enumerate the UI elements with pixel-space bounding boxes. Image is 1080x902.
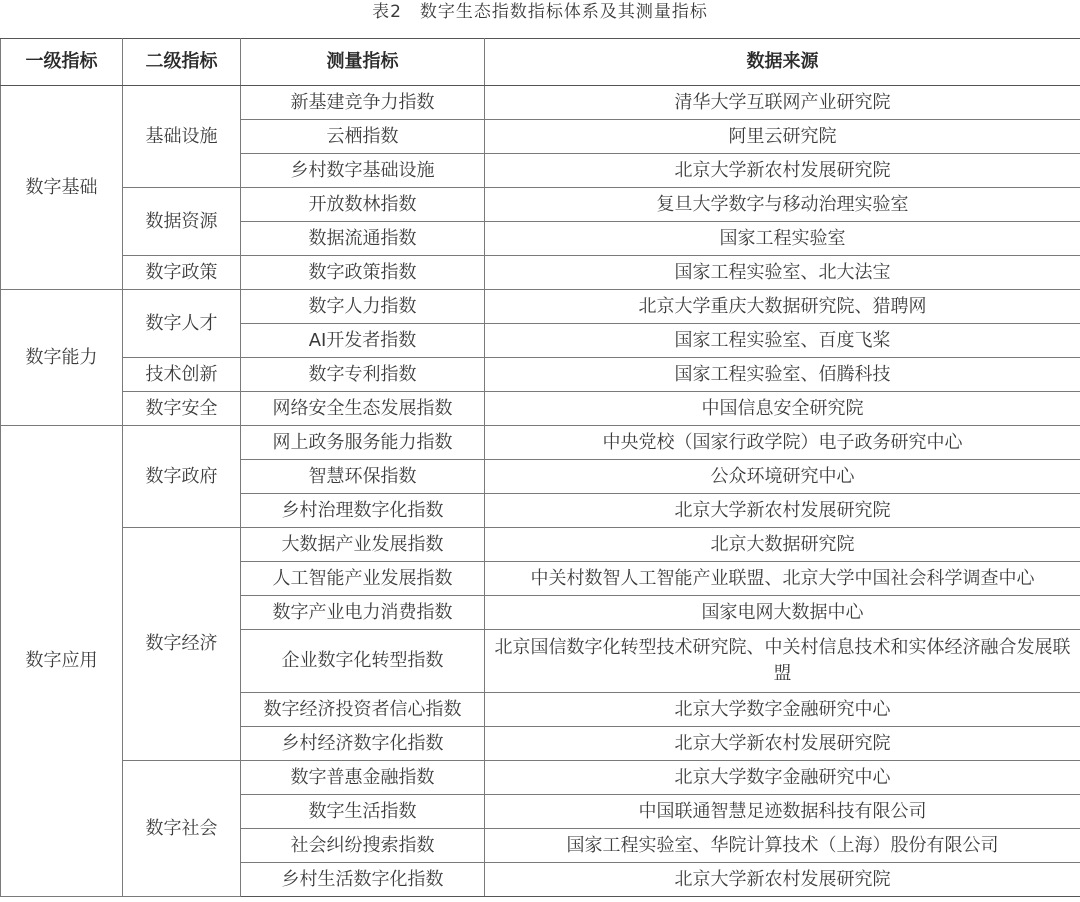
source-cell: 国家工程实验室、北大法宝 [485,256,1080,290]
level2-cell: 数字社会 [123,761,241,897]
table-row [1,188,1080,222]
header-source: 数据来源 [485,39,1080,86]
metric-cell: 企业数字化转型指数 [241,630,485,693]
metric-cell: 大数据产业发展指数 [241,528,485,562]
metric-cell: 数字普惠金融指数 [241,761,485,795]
source-cell: 国家工程实验室、百度飞桨 [485,324,1080,358]
header-metric: 测量指标 [241,39,485,86]
metric-cell: 网络安全生态发展指数 [241,392,485,426]
level2-cell: 数字政策 [123,256,241,290]
source-cell: 国家工程实验室、佰腾科技 [485,358,1080,392]
source-cell: 北京大学新农村发展研究院 [485,494,1080,528]
source-cell: 北京国信数字化转型技术研究院、中关村信息技术和实体经济融合发展联盟 [485,630,1080,693]
source-cell: 中央党校（国家行政学院）电子政务研究中心 [485,426,1080,460]
metric-cell: 数字专利指数 [241,358,485,392]
source-cell: 中国信息安全研究院 [485,392,1080,426]
metric-cell: 云栖指数 [241,120,485,154]
source-cell: 国家工程实验室 [485,222,1080,256]
metric-cell: 数字生活指数 [241,795,485,829]
metric-cell: AI开发者指数 [241,324,485,358]
table-caption: 表2 数字生态指数指标体系及其测量指标 [372,2,708,22]
source-cell: 北京大学数字金融研究中心 [485,693,1080,727]
table-row [1,426,1080,460]
source-cell: 国家工程实验室、华院计算技术（上海）股份有限公司 [485,829,1080,863]
metric-cell: 数字产业电力消费指数 [241,596,485,630]
metric-cell: 人工智能产业发展指数 [241,562,485,596]
level2-cell: 数字安全 [123,392,241,426]
table-row [1,392,1080,426]
source-cell: 北京大学新农村发展研究院 [485,727,1080,761]
metric-cell: 数据流通指数 [241,222,485,256]
source-cell: 北京大学新农村发展研究院 [485,154,1080,188]
metric-cell: 乡村治理数字化指数 [241,494,485,528]
table-row [1,256,1080,290]
table-row [1,358,1080,392]
source-cell: 北京大数据研究院 [485,528,1080,562]
level1-cell: 数字应用 [1,426,123,897]
source-cell: 北京大学新农村发展研究院 [485,863,1080,897]
level2-cell: 数据资源 [123,188,241,256]
table-row [1,761,1080,795]
level2-cell: 技术创新 [123,358,241,392]
table-header-row [1,39,1080,86]
metric-cell: 数字政策指数 [241,256,485,290]
source-cell: 公众环境研究中心 [485,460,1080,494]
metric-cell: 乡村生活数字化指数 [241,863,485,897]
indicator-table [0,38,1080,897]
level2-cell: 数字政府 [123,426,241,528]
level2-cell: 数字人才 [123,290,241,358]
metric-cell: 开放数林指数 [241,188,485,222]
metric-cell: 数字人力指数 [241,290,485,324]
header-level2: 二级指标 [123,39,241,86]
metric-cell: 乡村经济数字化指数 [241,727,485,761]
level1-cell: 数字能力 [1,290,123,426]
metric-cell: 社会纠纷搜索指数 [241,829,485,863]
metric-cell: 智慧环保指数 [241,460,485,494]
source-cell: 北京大学数字金融研究中心 [485,761,1080,795]
table-row [1,290,1080,324]
source-cell: 清华大学互联网产业研究院 [485,86,1080,120]
metric-cell: 新基建竞争力指数 [241,86,485,120]
source-cell: 北京大学重庆大数据研究院、猎聘网 [485,290,1080,324]
table-row [1,86,1080,120]
header-level1: 一级指标 [1,39,123,86]
source-cell: 中关村数智人工智能产业联盟、北京大学中国社会科学调查中心 [485,562,1080,596]
table-row [1,528,1080,562]
level2-cell: 数字经济 [123,528,241,761]
level1-cell: 数字基础 [1,86,123,290]
metric-cell: 乡村数字基础设施 [241,154,485,188]
source-cell: 阿里云研究院 [485,120,1080,154]
metric-cell: 网上政务服务能力指数 [241,426,485,460]
source-cell: 中国联通智慧足迹数据科技有限公司 [485,795,1080,829]
source-cell: 国家电网大数据中心 [485,596,1080,630]
level2-cell: 基础设施 [123,86,241,188]
metric-cell: 数字经济投资者信心指数 [241,693,485,727]
source-cell: 复旦大学数字与移动治理实验室 [485,188,1080,222]
